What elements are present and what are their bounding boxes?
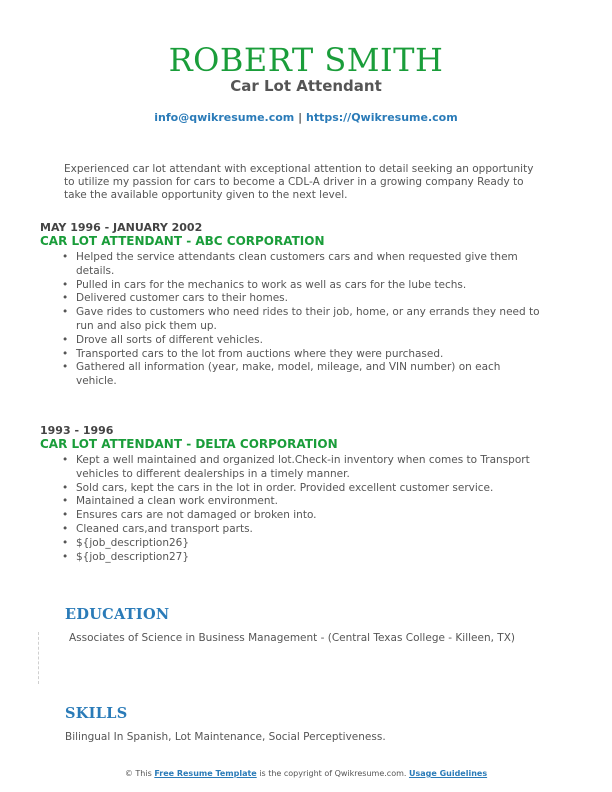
bullet-icon: • [62, 251, 69, 263]
summary-paragraph: Experienced car lot attendant with exceptional attention to detail seeking an opportunity to utilize my passion for cars to become a CDL-A driver in a growing company Ready to take the available opportunity given to the next level. [64, 163, 534, 201]
bullet-icon: • [62, 333, 69, 346]
candidate-name: ROBERT SMITH [168, 41, 444, 79]
list-item: • Delivered customer cars to their homes. [62, 292, 288, 305]
job-role: CAR LOT ATTENDANT - DELTA CORPORATION [40, 437, 338, 451]
skills-heading: SKILLS [65, 705, 128, 722]
list-item: • Gave rides to customers who need rides to their job, home, or any errands they need to run and also pick them up. [62, 306, 540, 332]
email-link[interactable]: info@qwikresume.com [154, 111, 295, 124]
bullet-icon: • [62, 361, 69, 374]
bullet-icon: • [62, 278, 69, 291]
list-item: • ${job_description27} [62, 550, 190, 563]
candidate-title: Car Lot Attendant [230, 77, 382, 95]
bullet-icon: • [62, 550, 69, 563]
contact-line [0, 111, 612, 125]
education-divider [38, 632, 39, 684]
list-item: • Gathered all information (year, make, model, mileage, and VIN number) on each vehicle. [62, 361, 501, 388]
bullet-icon: • [62, 495, 69, 508]
bullet-icon: • [62, 292, 69, 305]
list-item: • Sold cars, kept the cars in the lot in order. Provided excellent customer service. [62, 481, 494, 494]
job-dates: 1993 - 1996 [40, 424, 114, 437]
list-item: • Transported cars to the lot from auctions where they were purchased. [62, 347, 444, 360]
list-item: • Kept a well maintained and organized lot.Check-in inventory when comes to Transport vehicles to different dealerships in a timely manner. [62, 454, 530, 480]
list-item: • Maintained a clean work environment. [62, 495, 278, 508]
education-entry: Associates of Science in Business Management - (Central Texas College - Killeen, TX) [69, 632, 515, 644]
job-bullet-list [40, 251, 540, 389]
bullet-icon: • [62, 347, 69, 360]
bullet-icon: • [62, 481, 69, 494]
footer-prefix: © This [124, 769, 152, 778]
bullet-icon: • [62, 454, 69, 466]
list-item: • Cleaned cars,and transport parts. [62, 522, 253, 535]
footer-copyright: is the copyright of Qwikresume.com. [259, 769, 407, 778]
experience-entry [40, 221, 540, 389]
list-item: • Ensures cars are not damaged or broken into. [62, 509, 317, 522]
footer [0, 768, 612, 779]
job-bullet-list [40, 454, 540, 564]
usage-guidelines-link[interactable]: Usage Guidelines [408, 769, 488, 778]
list-item: • Pulled in cars for the mechanics to work as well as cars for the lube techs. [62, 278, 467, 291]
bullet-icon: • [62, 522, 69, 535]
skills-list: Bilingual In Spanish, Lot Maintenance, Social Perceptiveness. [65, 731, 386, 743]
job-role: CAR LOT ATTENDANT - ABC CORPORATION [40, 234, 325, 248]
experience-entry [40, 424, 540, 564]
list-item: • Helped the service attendants clean customers cars and when requested give them details. [62, 251, 518, 277]
free-resume-template-link[interactable]: Free Resume Template [154, 769, 257, 778]
website-link[interactable]: https://Qwikresume.com [305, 111, 458, 124]
education-heading: EDUCATION [65, 606, 170, 623]
contact-separator: | [298, 111, 303, 124]
bullet-icon: • [62, 509, 69, 522]
bullet-icon: • [62, 536, 69, 549]
list-item: • ${job_description26} [62, 536, 190, 549]
bullet-icon: • [62, 306, 69, 319]
job-dates: MAY 1996 - JANUARY 2002 [40, 221, 203, 234]
list-item: • Drove all sorts of different vehicles. [62, 333, 263, 346]
